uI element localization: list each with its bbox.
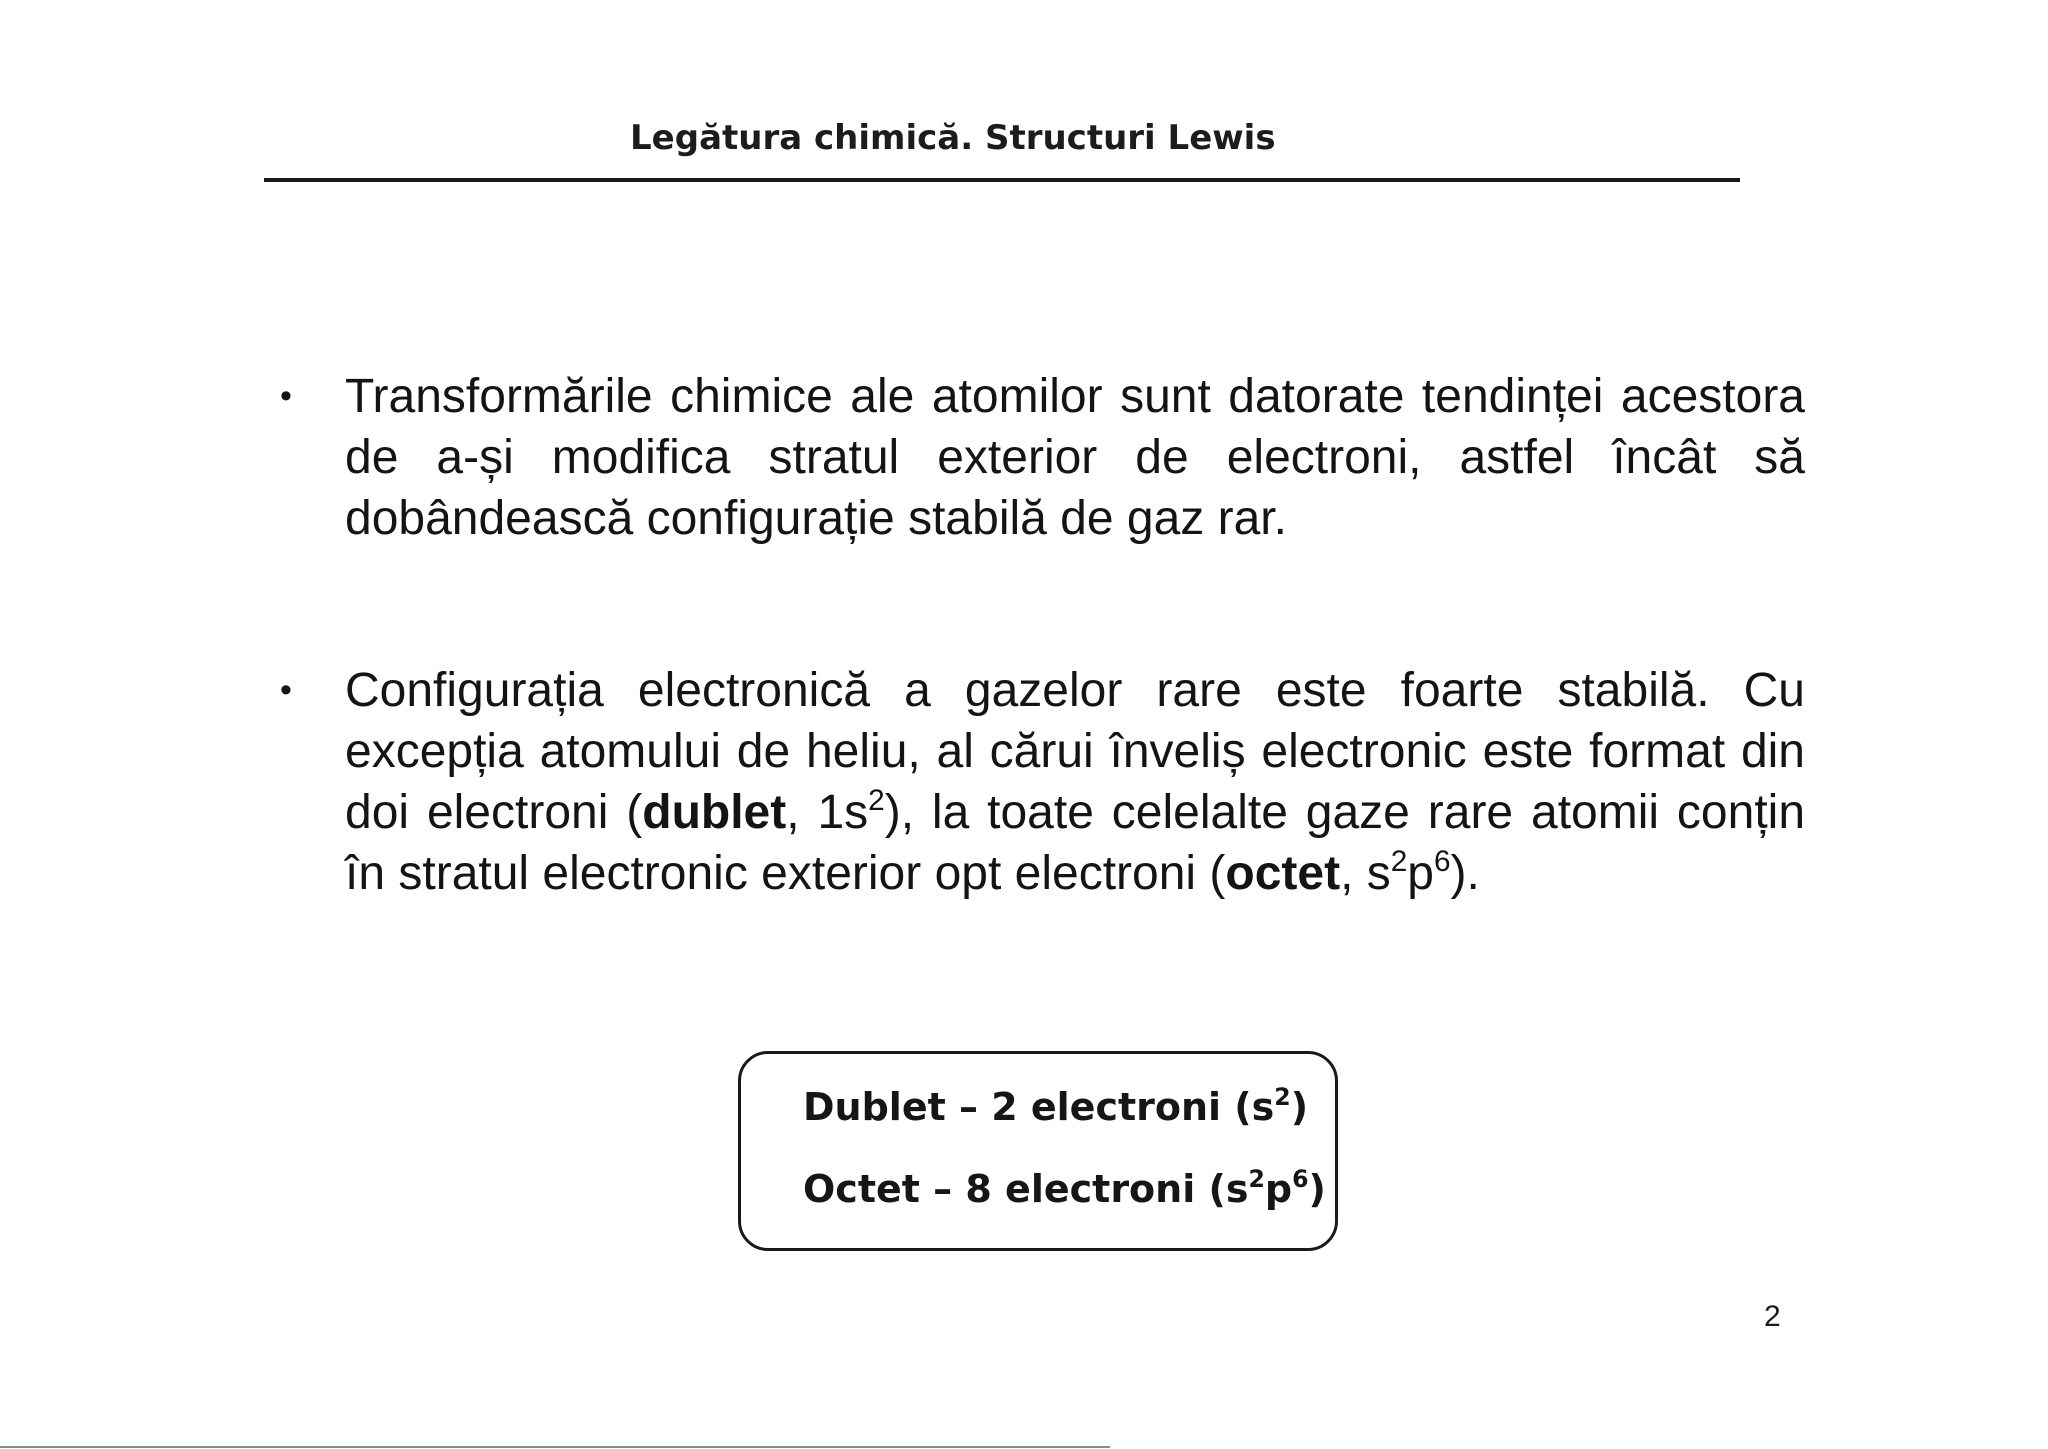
bullet-text-segment: , s [1340, 847, 1391, 900]
summary-box [738, 1051, 1338, 1251]
superscript: 6 [1434, 844, 1451, 878]
bold-term-octet: octet [1225, 847, 1341, 900]
header-divider [264, 178, 1740, 182]
bullet-text-segment: p [1407, 847, 1434, 900]
bullet-paragraph [345, 660, 1805, 904]
superscript: 2 [868, 783, 885, 817]
bullet-text: Transformările chimice ale atomilor sunt datorate tendinței acestora de a-și modifica stratul exterior de electroni, astfel încât să dobândească configurație stabilă de gaz rar. [345, 370, 1805, 545]
bullet-text-segment: , 1s [786, 786, 869, 839]
superscript: 2 [1390, 844, 1408, 878]
bullet-marker: • [280, 377, 292, 415]
summary-text: ) [1290, 1085, 1309, 1129]
bullet-text-segment: ), la toate celelalte gaze rare atomii conțin în stratul electronic exterior opt electroni ( [345, 786, 1806, 900]
bullet-marker: • [280, 671, 292, 709]
summary-text: ) [1308, 1167, 1326, 1211]
superscript: 6 [1292, 1165, 1309, 1194]
bold-term-dublet: dublet [642, 786, 787, 839]
bullet-paragraph [345, 366, 1805, 549]
bullet-text-segment: Configurația electronică a gazelor rare este foarte stabilă. Cu excepția atomului de heliu, al cărui înveliș electronic este format din doi electroni ( [345, 664, 1805, 839]
superscript: 2 [1274, 1083, 1291, 1112]
summary-octet [803, 1167, 1326, 1211]
summary-dublet [803, 1085, 1308, 1129]
summary-text: p [1264, 1167, 1293, 1211]
page-title: Legătura chimică. Structuri Lewis [630, 118, 1276, 158]
bullet-text-segment: ). [1450, 847, 1480, 900]
summary-text: Dublet – 2 electroni (s [803, 1085, 1275, 1129]
superscript: 2 [1248, 1165, 1265, 1194]
summary-text: Octet – 8 electroni (s [803, 1167, 1249, 1211]
scan-edge-line [0, 1446, 1110, 1448]
page-number: 2 [1764, 1300, 1781, 1333]
